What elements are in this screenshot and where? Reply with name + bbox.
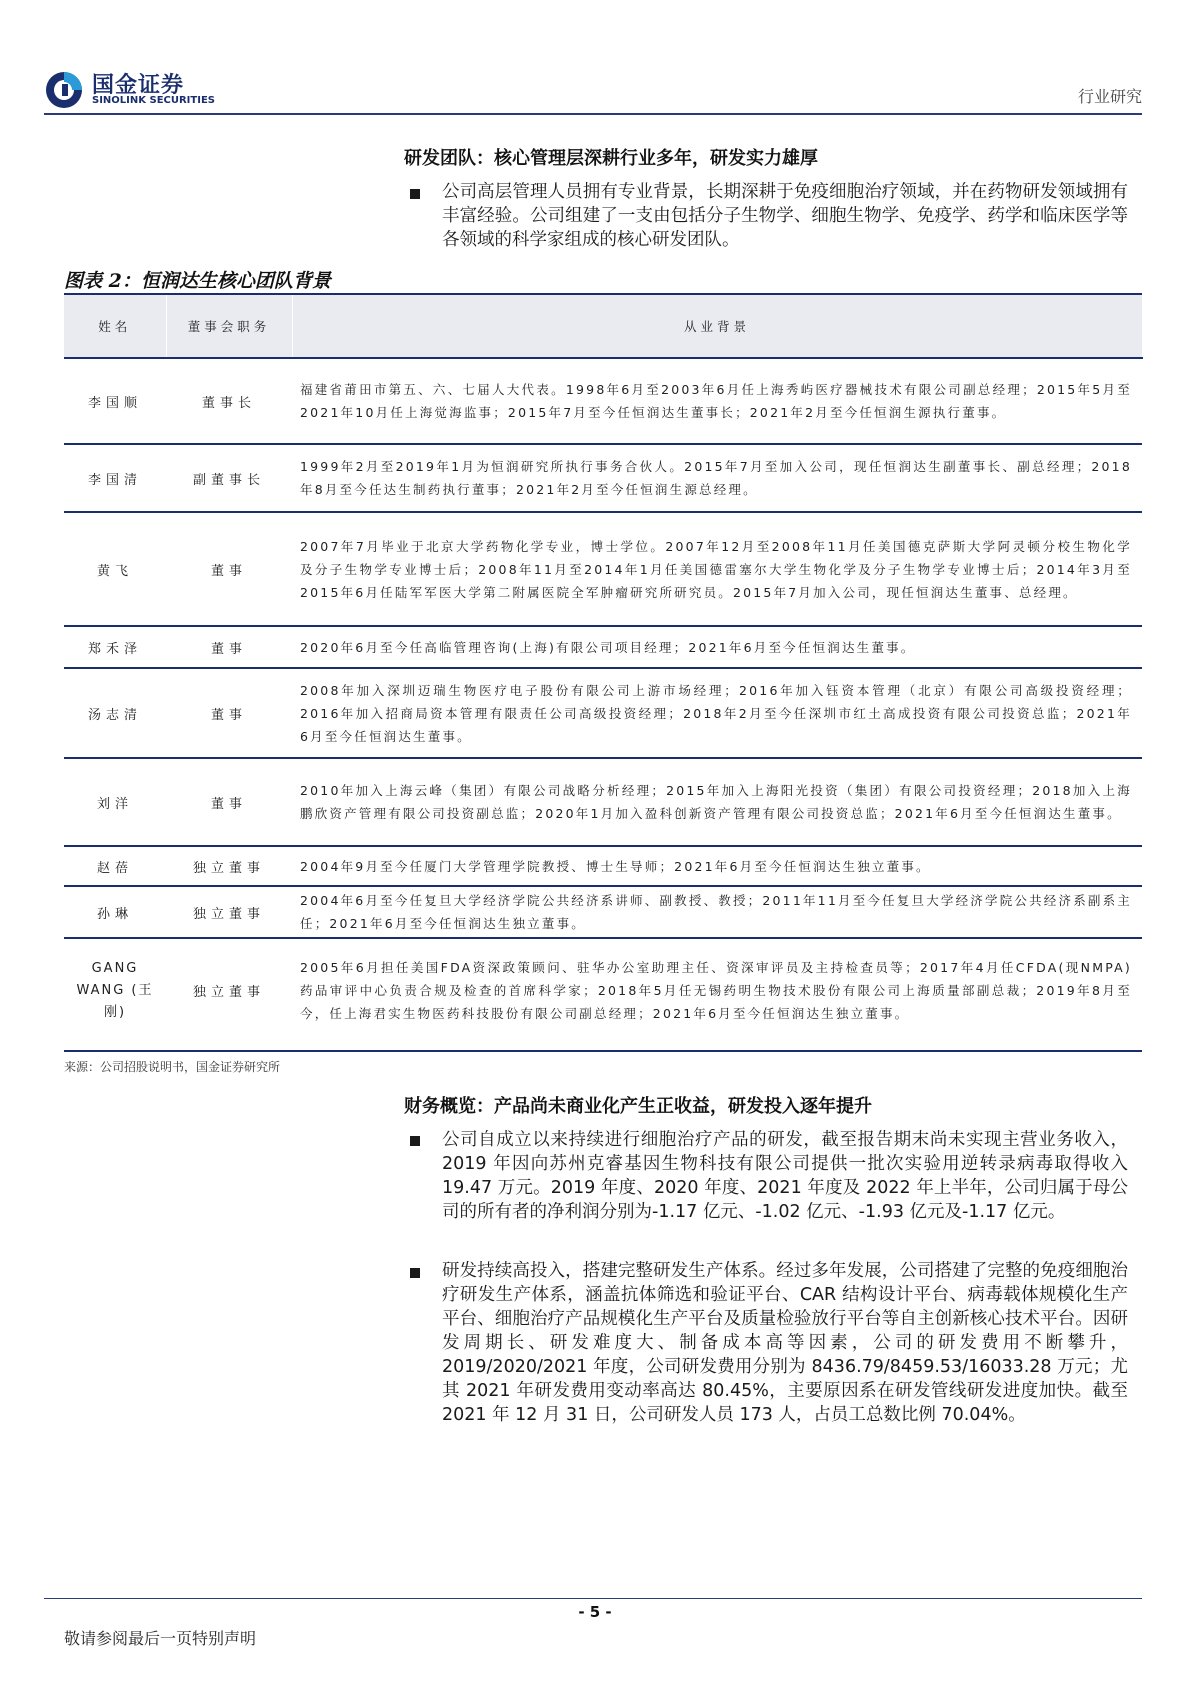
cell-name: 汤志清	[64, 668, 166, 758]
cell-name: 黄飞	[64, 512, 166, 626]
bullet-square-icon	[410, 189, 420, 199]
cell-role: 独立董事	[166, 886, 292, 938]
table-row	[64, 846, 1142, 886]
cell-role: 董事	[166, 758, 292, 846]
cell-name: 郑禾泽	[64, 626, 166, 668]
table-row	[64, 938, 1142, 1042]
cell-background: 2004年9月至今任厦门大学管理学院教授、博士生导师；2021年6月至今任恒润达生独立董事。	[292, 846, 1142, 886]
brand-logo	[44, 64, 224, 110]
cell-background: 2004年6月至今任复旦大学经济学院公共经济系讲师、副教授、教授；2011年11月至今任复旦大学经济学院公共经济系副系主任；2021年6月至今任恒润达生独立董事。	[292, 886, 1142, 938]
header-divider	[44, 113, 1142, 115]
disclaimer-note: 敬请参阅最后一页特别声明	[64, 1629, 257, 1648]
footer-divider	[44, 1598, 1142, 1599]
cell-role: 董事	[166, 668, 292, 758]
cell-background: 2007年7月毕业于北京大学药物化学专业，博士学位。2007年12月至2008年11月任美国德克萨斯大学阿灵顿分校生物化学及分子生物学专业博士后；2008年11月至2014年1月任美国德雷塞尔大学生物化学及分子生物学专业博士后；2014年3月至2015年6月任陆军军医大学第二附属医院全军肿瘤研究所研究员。2015年7月加入公司，现任恒润达生董事、总经理。	[292, 512, 1142, 626]
cell-background: 2020年6月至今任高临管理咨询(上海)有限公司项目经理；2021年6月至今任恒润达生董事。	[292, 626, 1142, 668]
page-number: - 5 -	[578, 1603, 612, 1621]
cell-name: 李国顺	[64, 358, 166, 444]
brand-name-en: SINOLINK SECURITIES	[92, 95, 215, 106]
column-header-role: 董事会职务	[166, 295, 292, 358]
table-bottom-rule	[64, 1050, 1142, 1052]
core-team-table	[64, 295, 1143, 1042]
cell-name: 赵蓓	[64, 846, 166, 886]
cell-background: 1999年2月至2019年1月为恒润研究所执行事务合伙人。2015年7月至加入公司，现任恒润达生副董事长、副总经理；2018年8月至今任达生制药执行董事；2021年2月至今任恒润生源总经理。	[292, 444, 1142, 512]
rd-team-paragraph: 公司高层管理人员拥有专业背景，长期深耕于免疫细胞治疗领域，并在药物研发领域拥有丰富经验。公司组建了一支由包括分子生物学、细胞生物学、免疫学、药学和临床医学等各领域的科学家组成的核心研发团队。	[442, 182, 1128, 250]
section-heading-financials: 财务概览：产品尚未商业化产生正收益，研发投入逐年提升	[404, 1096, 872, 1117]
cell-role: 董事	[166, 626, 292, 668]
cell-name: 孙琳	[64, 886, 166, 938]
cell-role: 独立董事	[166, 938, 292, 1042]
section-label: 行业研究	[1077, 87, 1142, 106]
column-header-name: 姓名	[64, 295, 166, 358]
cell-role: 董事	[166, 512, 292, 626]
table-row	[64, 886, 1142, 938]
table-row	[64, 512, 1142, 626]
cell-background: 2010年加入上海云峰（集团）有限公司战略分析经理；2015年加入上海阳光投资（集团）有限公司投资经理；2018加入上海鹏欣资产管理有限公司投资副总监；2020年1月加入盈科创新资产管理有限公司投资总监；2021年6月至今任恒润达生董事。	[292, 758, 1142, 846]
table-row	[64, 758, 1142, 846]
table-row	[64, 358, 1142, 444]
financials-paragraph-rd: 研发持续高投入，搭建完整研发生产体系。经过多年发展，公司搭建了完整的免疫细胞治疗研发生产体系，涵盖抗体筛选和验证平台、CAR 结构设计平台、病毒载体规模化生产平台、细胞治疗产品规模化生产平台及质量检验放行平台等自主创新核心技术平台。因研发周期长、研发难度大、制备成本高等因素，公司的研发费用不断攀升，2019/2020/2021 年度，公司研发费用分别为 8436.79/8459.53/16033.28 万元；尤其 2021 年研发费用变动率高达 80.45%，主要原因系在研发管线研发进度加快。截至 2021 年 12 月 31 日，公司研发人员 173 人，占员工总数比例 70.04%。	[442, 1261, 1128, 1425]
cell-background: 2005年6月担任美国FDA资深政策顾问、驻华办公室助理主任、资深审评员及主持检查员等；2017年4月任CFDA(现NMPA)药品审评中心负责合规及检查的首席科学家；2018年5月任无锡药明生物技术股份有限公司上海质量部副总裁；2019年8月至今，任上海君实生物医药科技股份有限公司副总经理；2021年6月至今任恒润达生独立董事。	[292, 938, 1142, 1042]
section-heading-rd-team: 研发团队：核心管理层深耕行业多年，研发实力雄厚	[404, 148, 818, 169]
cell-role: 独立董事	[166, 846, 292, 886]
cell-role: 董事长	[166, 358, 292, 444]
sinolink-logo-icon	[44, 70, 84, 110]
figure-title: 图表 2：恒润达生核心团队背景	[64, 270, 331, 292]
column-header-background: 从业背景	[292, 295, 1142, 358]
table-header-row	[64, 295, 1142, 358]
bullet-square-icon	[410, 1268, 420, 1278]
cell-name: 李国清	[64, 444, 166, 512]
table-row	[64, 626, 1142, 668]
cell-background: 福建省莆田市第五、六、七届人大代表。1998年6月至2003年6月任上海秀屿医疗器械技术有限公司副总经理；2015年5月至2021年10月任上海觉海监事；2015年7月至今任恒润达生董事长；2021年2月至今任恒润生源执行董事。	[292, 358, 1142, 444]
cell-role: 副董事长	[166, 444, 292, 512]
figure-source: 来源：公司招股说明书，国金证券研究所	[64, 1060, 281, 1074]
brand-name-cn: 国金证券	[92, 73, 185, 98]
table-row	[64, 668, 1142, 758]
bullet-square-icon	[410, 1136, 420, 1146]
cell-background: 2008年加入深圳迈瑞生物医疗电子股份有限公司上游市场经理；2016年加入钰资本管理（北京）有限公司高级投资经理；2016年加入招商局资本管理有限责任公司高级投资经理；2018年2月至今任深圳市红土高成投资有限公司投资总监；2021年6月至今任恒润达生董事。	[292, 668, 1142, 758]
financials-paragraph-revenue: 公司自成立以来持续进行细胞治疗产品的研发，截至报告期末尚未实现主营业务收入，2019 年因向苏州克睿基因生物科技有限公司提供一批次实验用逆转录病毒取得收入 19.47 万元。2019 年度、2020 年度、2021 年度及 2022 年上半年，公司归属于母公司的所有者的净利润分别为-1.17 亿元、-1.02 亿元、-1.93 亿元及-1.17 亿元。	[442, 1130, 1128, 1222]
cell-name: GANG WANG (王刚)	[64, 938, 166, 1042]
cell-name: 刘洋	[64, 758, 166, 846]
table-row	[64, 444, 1142, 512]
